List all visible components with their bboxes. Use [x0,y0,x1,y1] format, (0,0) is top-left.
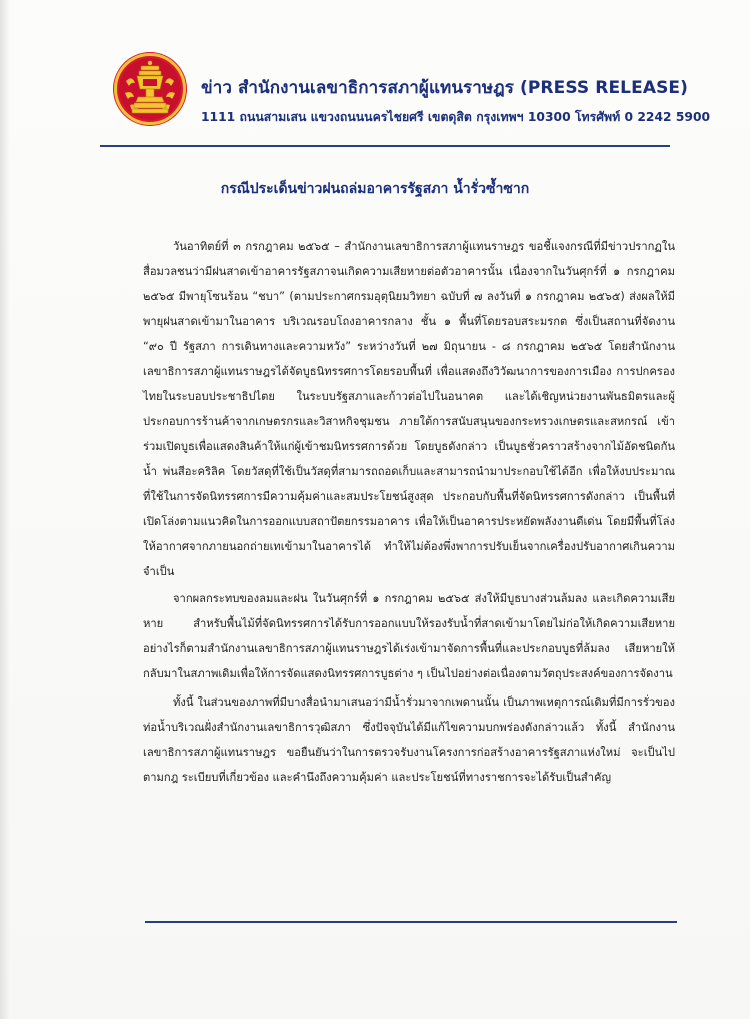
document-body [143,234,675,790]
footer-divider [145,921,677,923]
page-shadow-edge [0,0,10,1019]
body-paragraph: ทั้งนี้ ในส่วนของภาพที่มีบางสื่อนำมาเสนอว่ามีน้ำรั่วมาจากเพดานนั้น เป็นภาพเหตุการณ์เดิมที่มีการรั่วของท่อน้ำบริเวณฝั่งสำนักงานเลขาธิการวุฒิสภา ซึ่งปัจจุบันได้มีแก้ไขความบกพร่องดังกล่าวแล้ว ทั้งนี้ สำนักงานเลขาธิการสภาผู้แทนราษฎร ขอยืนยันว่าในการตรวจรับงานโครงการก่อสร้างอาคารรัฐสภาแห่งใหม่ จะเป็นไปตามกฎ ระเบียบที่เกี่ยวข้อง และคำนึงถึงความคุ้มค่า และประโยชน์ที่ทางราชการจะได้รับเป็นสำคัญ [143,696,675,784]
body-paragraph: วันอาทิตย์ที่ ๓ กรกฎาคม ๒๕๖๕ – สำนักงานเลขาธิการสภาผู้แทนราษฎร ขอชี้แจงกรณีที่มีข่าวปรากฏในสื่อมวลชนว่ามีฝนสาดเข้าอาคารรัฐสภาจนเกิดความเสียหายต่อตัวอาคารนั้น เนื่องจากในวันศุกร์ที่ ๑ กรกฎาคม ๒๕๖๕ มีพายุโซนร้อน “ชบา” (ตามประกาศกรมอุตุนิยมวิทยา ฉบับที่ ๗ ลงวันที่ ๑ กรกฎาคม ๒๕๖๕) ส่งผลให้มีพายุฝนสาดเข้ามาในอาคาร บริเวณรอบโถงอาคารกลาง ชั้น ๑ พื้นที่โดยรอบสระมรกต ซึ่งเป็นสถานที่จัดงาน “๙๐ ปี รัฐสภา การเดินทางและความหวัง” ระหว่างวันที่ ๒๗ มิถุนายน - ๘ กรกฎาคม ๒๕๖๕ โดยสำนักงานเลขาธิการสภาผู้แทนราษฎรได้จัดบูธนิทรรศการโดยรอบพื้นที่ เพื่อแสดงถึงวิวัฒนาการของการเมือง การปกครองไทยในระบอบประชาธิปไตย ในระบบรัฐสภาและก้าวต่อไปในอนาคต และได้เชิญหน่วยงานพันธมิตรและผู้ประกอบการร้านค้าจากเกษตรกรและวิสาหกิจชุมชน ภายใต้การสนับสนุนของกระทรวงเกษตรและสหกรณ์ เข้าร่วมเปิดบูธเพื่อแสดงสินค้าให้แก่ผู้เข้าชมนิทรรศการด้วย โดยบูธดังกล่าว เป็นบูธชั่วคราวสร้างจากไม้อัดชนิดกันน้ำ พ่นสีอะคริลิค โดยวัสดุที่ใช้เป็นวัสดุที่สามารถถอดเก็บและสามารถนำมาประกอบใช้ได้อีก เพื่อให้งบประมาณที่ใช้ในการจัดนิทรรศการมีความคุ้มค่าและสมประโยชน์สูงสุด ประกอบกับพื้นที่จัดนิทรรศการดังกล่าว เป็นพื้นที่เปิดโล่งตามแนวคิดในการออกแบบสถาปัตยกรรมอาคาร เพื่อให้เป็นอาคารประหยัดพลังงานดีเด่น โดยมีพื้นที่โล่งให้อากาศจากภายนอกถ่ายเทเข้ามาในอาคารได้ ทำให้ไม่ต้องพึ่งพาการปรับเย็นจากเครื่องปรับอากาศเกินความจำเป็น [143,240,675,578]
document-title: กรณีประเด็นข่าวฝนถล่มอาคารรัฐสภา น้ำรั่วซ้ำซาก [220,181,530,197]
office-address: 1111 ถนนสามเสน แขวงถนนนครไชยศรี เขตดุสิต กรุงเทพฯ 10300 โทรศัพท์ 0 2242 5900 [201,110,711,124]
parliament-emblem-icon [112,51,188,127]
header-divider [100,145,670,147]
press-release-header-title: ข่าว สำนักงานเลขาธิการสภาผู้แทนราษฎร (PRESS RELEASE) [201,78,688,98]
body-paragraph: จากผลกระทบของลมและฝน ในวันศุกร์ที่ ๑ กรกฎาคม ๒๕๖๕ ส่งให้มีบูธบางส่วนล้มลง และเกิดความเสียหาย สำหรับพื้นไม้ที่จัดนิทรรศการได้รับการออกแบบให้รองรับน้ำที่สาดเข้ามาโดยไม่ก่อให้เกิดความเสียหาย อย่างไรก็ตามสำนักงานเลขาธิการสภาผู้แทนราษฎรได้เร่งเข้ามาจัดการพื้นที่และประกอบบูธที่ล้มลง เสียหายให้กลับมาในสภาพเดิมเพื่อให้การจัดแสดงนิทรรศการบูธต่าง ๆ เป็นไปอย่างต่อเนื่องตามวัตถุประสงค์ของการจัดงาน [143,592,675,680]
